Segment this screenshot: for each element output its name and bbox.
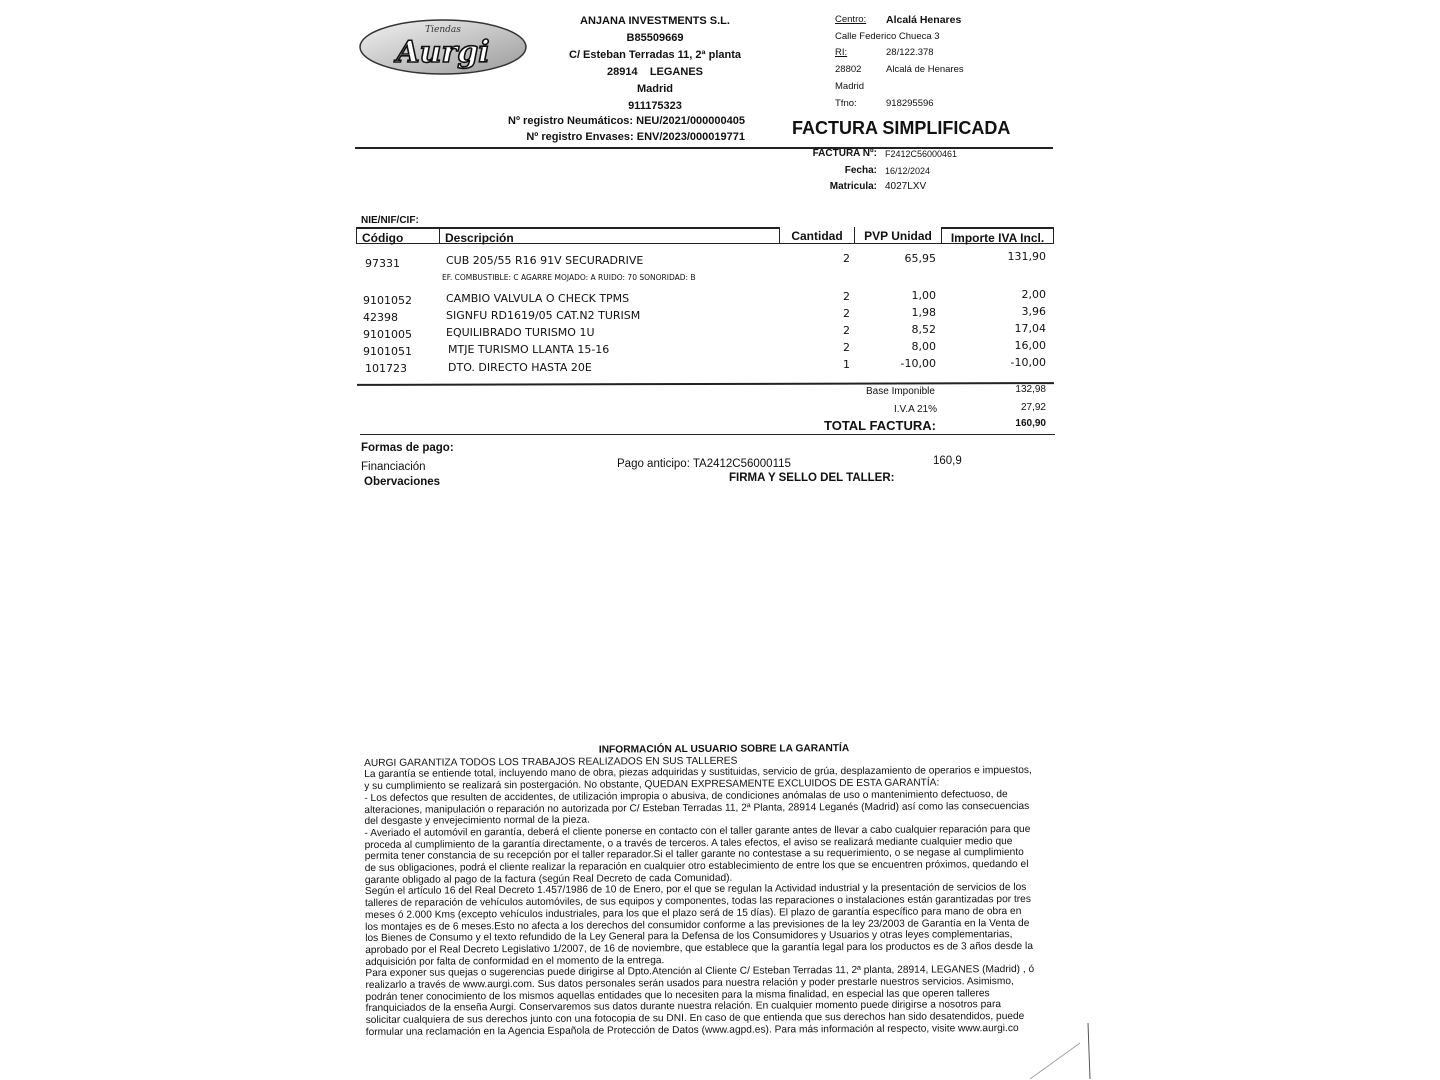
- tyre-label-note: EF. COMBUSTIBLE: C AGARRE MOJADO: A RUIDO: 70 SONORIDAD: B: [442, 273, 696, 282]
- warranty-line: aprobado por el Real Decreto Legislativo 1/2007, de 16 de noviembre, que establece que la garantía legal para los productos es de 3 años desde la: [365, 940, 1034, 956]
- ri-label: RI:: [835, 47, 848, 59]
- company-name: ANJANA INVESTMENTS S.L.: [580, 15, 730, 27]
- reg-envases: Nº registro Envases: ENV/2023/000019771: [526, 131, 745, 143]
- payment-label: Formas de pago:: [361, 442, 454, 454]
- warranty-line: - Averiado el automóvil en garantía, deberá el cliente ponerse en contacto con el taller garante antes de llevar a cabo cualquier reparación para que: [364, 823, 1031, 839]
- company-block: [560, 13, 750, 115]
- base-label: Base Imponible: [866, 386, 935, 397]
- row-importe: -10,00: [1010, 356, 1046, 369]
- warranty-info: [364, 742, 1086, 1039]
- company-street: C/ Esteban Terradas 11, 2ª planta: [569, 49, 741, 61]
- header-pvp: PVP Unidad: [854, 227, 942, 244]
- row-pvp: 1,00: [911, 289, 936, 302]
- centro-postal: 28802: [835, 64, 862, 76]
- warranty-line: de sus obligaciones, podrá el cliente realizar la reparación en cualquier otro establecimiento de entre los que se encuentren próximos, quedando el: [364, 858, 1029, 875]
- row-pvp: 8,52: [911, 323, 936, 336]
- payment-amount: 160,9: [933, 455, 962, 467]
- payment-anticipo: Pago anticipo: TA2412C56000115: [617, 458, 791, 470]
- row-cantidad: 2: [843, 324, 850, 337]
- row-codigo: 101723: [365, 362, 407, 375]
- row-pvp: -10,00: [900, 357, 936, 370]
- total-label: TOTAL FACTURA:: [824, 418, 936, 433]
- row-descripcion: SIGNFU RD1619/05 CAT.N2 TURISM: [446, 309, 641, 322]
- row-codigo: 97331: [365, 257, 400, 270]
- warranty-line: talleres de reparación de vehículos automóviles, de sus equipos y componentes, todas las reparaciones o instalaciones están garantizadas por tres: [364, 894, 1031, 910]
- page-fold-mark: [1020, 1015, 1100, 1080]
- warranty-line: los Bienes de Consumo y el texto refundido de la Ley General para la Defensa de los Consumidores y Usuarios y otras leyes complementarias,: [365, 929, 1013, 945]
- row-codigo: 9101051: [363, 345, 412, 358]
- document-title: FACTURA SIMPLIFICADA: [792, 118, 1011, 138]
- iva-value: 27,92: [1020, 402, 1046, 413]
- row-importe: 131,90: [1007, 250, 1046, 263]
- row-codigo: 42398: [363, 311, 398, 324]
- warranty-line: los montajes es de 6 meses.Esto no afecta a los derechos del consumidor conforme a las previsiones de la ley 23/2003 de Garantía en la Venta de: [365, 917, 1030, 933]
- row-cantidad: 1: [843, 358, 850, 371]
- company-cif: B85509669: [626, 32, 684, 44]
- row-cantidad: 2: [843, 341, 850, 354]
- company-postal-city: 28914 LEGANES: [606, 66, 703, 78]
- firma-label: FIRMA Y SELLO DEL TALLER:: [729, 472, 895, 484]
- warranty-line: AURGI GARANTIZA TODOS LOS TRABAJOS REALIZADOS EN SUS TALLERES: [364, 755, 738, 769]
- reg-neumaticos: Nº registro Neumáticos: NEU/2021/000000405: [508, 115, 745, 127]
- company-region: Madrid: [636, 83, 674, 95]
- warranty-line: formular una reclamación en la Agencia Española de Protección de Datos (www.agpd.es). Para más información al respecto, visite www.aurgi.co: [365, 1022, 1019, 1038]
- warranty-line: podrán tener conocimiento de los mismos aquellas entidades que lo necesiten para la misma finalidad, en especial las que operen talleres: [365, 987, 990, 1003]
- logo-brand-text: Aurgi: [396, 35, 490, 70]
- warranty-line: alteraciones, manipulación o reparación no autorizada por C/ Esteban Terradas 11, 2ª Planta, 28914 Leganés (Madrid) así como las consecuencias: [364, 800, 1030, 816]
- registration-numbers: [500, 113, 745, 145]
- row-descripcion: EQUILIBRADO TURISMO 1U: [446, 326, 595, 339]
- warranty-line: Según el artículo 16 del Real Decreto 1.457/1986 de 10 de Enero, por el que se regulan la Actividad industrial y la presentación de servicios de los: [364, 882, 1027, 898]
- row-descripcion: DTO. DIRECTO HASTA 20E: [448, 361, 592, 374]
- tfno-value: 918295596: [886, 97, 934, 109]
- header-descripcion: Descripción: [440, 227, 780, 244]
- warranty-title: INFORMACIÓN AL USUARIO SOBRE LA GARANTÍA: [598, 743, 850, 756]
- base-value: 132,98: [1015, 384, 1046, 395]
- row-cantidad: 2: [843, 252, 850, 265]
- warranty-line: meses ó 2.000 Kms (excepto vehículos industriales, para los que el plazo será de 15 días). El plazo de garantía específico para mano de obra en: [365, 905, 1022, 921]
- centro-block: [835, 12, 964, 112]
- matricula-label: Matricula:: [829, 181, 877, 192]
- company-phone: 911175323: [628, 100, 682, 112]
- warranty-body: [364, 753, 1086, 1038]
- warranty-line: - Los defectos que resulten de accidentes, de utilización impropia o abusiva, de condiciones anómalas de uso o mantenimiento defectuoso, de: [364, 788, 1008, 804]
- warranty-line: garante obligado al pago de la factura (según Real Decreto de cada Comunidad).: [364, 872, 733, 886]
- warranty-line: solicitar cualquiera de sus derechos junto con una fotocopia de su DNI. En caso de que entienda que sus derechos han sido desatendidos, puede: [365, 1011, 1025, 1027]
- payment-method: Financiación: [361, 461, 426, 473]
- row-descripcion: CAMBIO VALVULA O CHECK TPMS: [446, 292, 630, 305]
- tfno-label: Tfno:: [835, 97, 857, 109]
- warranty-line: adquisición por falta de conformidad en el momento de la entrega.: [365, 954, 665, 968]
- row-cantidad: 2: [843, 307, 850, 320]
- header-importe: Importe IVA Incl.: [942, 227, 1054, 244]
- fecha-label: Fecha:: [844, 164, 877, 176]
- warranty-line: y su cumplimiento se realizará sin postergación. No obstante, QUEDAN EXPRESAMENTE EXCLUIDOS DE ESTA GARANTÍA:: [364, 777, 940, 793]
- header-cantidad: Cantidad: [780, 227, 854, 244]
- header-codigo: Código: [356, 227, 440, 244]
- warranty-line: realizarlo a través de www.aurgi.com. Sus datos personales serán usados para nuestra relación y poder prestarle nuestros servicios. Asimismo,: [365, 976, 1014, 992]
- row-codigo: 9101005: [363, 328, 412, 341]
- row-importe: 3,96: [1021, 305, 1046, 318]
- invoice-meta: [760, 146, 957, 196]
- total-value: 160,90: [1015, 418, 1046, 429]
- fecha-value: 16/12/2024: [885, 165, 931, 176]
- row-descripcion: CUB 205/55 R16 91V SECURADRIVE: [446, 254, 644, 267]
- row-pvp: 65,95: [904, 252, 936, 265]
- warranty-line: permita tener constancia de su recepción por el taller reparador.Si el taller garante no contestase a su requerimiento, o se negase al cumplimiento: [364, 847, 1024, 863]
- logo-top-text: Tiendas: [425, 25, 461, 35]
- warranty-line: Para exponer sus quejas o sugerencias puede dirigirse al Dpto.Atención al Cliente C/ Esteban Terradas 11, 2ª planta, 28914, LEGANES (Madrid) , ó: [365, 964, 1035, 980]
- ri-value: 28/122.378: [886, 47, 934, 59]
- iva-label: I.V.A 21%: [894, 404, 937, 415]
- row-cantidad: 2: [843, 290, 850, 303]
- row-importe: 17,04: [1014, 322, 1046, 335]
- row-pvp: 1,98: [911, 306, 936, 319]
- row-descripcion: MTJE TURISMO LLANTA 15-16: [448, 343, 610, 356]
- row-importe: 16,00: [1014, 339, 1046, 352]
- table-bottom-divider: [357, 382, 1054, 386]
- nif-label: NIE/NIF/CIF:: [361, 215, 419, 226]
- centro-name: Alcalá Henares: [886, 14, 962, 26]
- row-codigo: 9101052: [363, 294, 412, 307]
- warranty-line: franquiciados de la enseña Aurgi. Conservaremos sus datos durante nuestra relación. En cualquier momento puede dirigirse a nosotros para: [365, 999, 1002, 1015]
- centro-city: Alcalá de Henares: [886, 64, 964, 76]
- matricula-value: 4027LXV: [885, 181, 927, 192]
- totals-divider: [360, 434, 1055, 435]
- centro-region: Madrid: [835, 80, 865, 92]
- row-importe: 2,00: [1021, 288, 1046, 301]
- warranty-line: La garantía se entiende total, incluyendo mano de obra, piezas adquiridas y sustituidas, servicio de grúa, desplazamiento de operarios e impuestos,: [364, 765, 1032, 781]
- factura-label: FACTURA Nº:: [812, 148, 877, 159]
- factura-number: F2412C56000461: [885, 149, 958, 159]
- observaciones-label: Obervaciones: [364, 476, 441, 488]
- row-pvp: 8,00: [911, 340, 936, 353]
- centro-label: Centro:: [835, 14, 867, 25]
- aurgi-logo: [358, 18, 528, 76]
- warranty-line: del desgaste y envejecimiento normal de la pieza.: [364, 814, 590, 828]
- centro-street: Calle Federico Chueca 3: [835, 30, 940, 42]
- warranty-line: proceda al cumplimiento de la garantía directamente, o a través de terceros. A tales efectos, el aviso se realizará mediante cualquier medio que: [364, 835, 1013, 851]
